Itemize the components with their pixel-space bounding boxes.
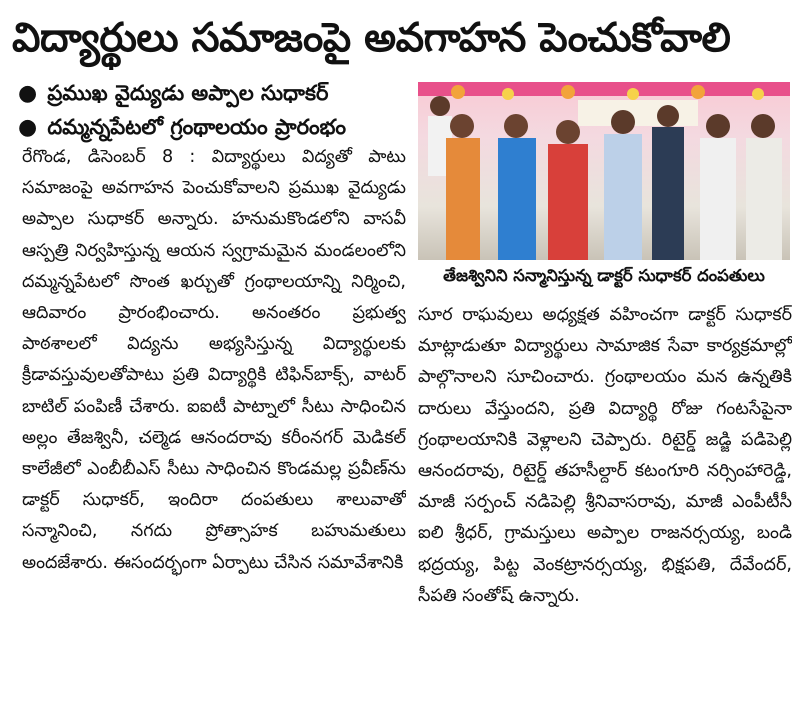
news-photo-illustration: [418, 82, 790, 260]
article-right-column: [418, 300, 792, 700]
subheading-2: [18, 110, 346, 144]
subheading-2-text: దమ్మన్నపేటలో గ్రంథాలయం ప్రారంభం: [47, 115, 347, 139]
article-left-text: రేగొండ, డిసెంబర్ 8 : విద్యార్థులు విద్యతో పాటు సమాజంపై అవగాహన పెంచుకోవాలని ప్రముఖ వైద్యుడు అప్పాల సుధాకర్ అన్నారు. హనుమకొండలోని వాసవీ ఆస్పత్రి నిర్వహిస్తున్న ఆయన స్వగ్రామమైన మండలంలోని దమ్మన్నపేటలో సొంత ఖర్చుతో గ్రంథాలయాన్ని నిర్మించి, ఆదివారం ప్రారంభించారు. అనంతరం ప్రభుత్వ పాఠశాలలో విద్యను అభ్యసిస్తున్న విద్యార్థులకు క్రీడావస్తువులతోపాటు ప్రతి విద్యార్థికి టిఫిన్‌బాక్స్, వాటర్ బాటిల్ పంపిణీ చేశారు. ఐఐటీ పాట్నాలో సీటు సాధించిన అల్లం తేజశ్వినీ, చల్మెడ ఆనందరావు కరీంనగర్ మెడికల్ కాలేజీలో ఎంబీబీఎస్ సీటు సాధించిన కొండమల్ల ప్రవీణ్‌ను డాక్టర్ సుధాకర్, ఇందిరా దంపతులు శాలువాతో సన్మానించి, నగదు ప్రోత్సాహక బహుమతులు అందజేశారు. ఈసందర్భంగా ఏర్పాటు చేసిన సమావేశానికి: [22, 147, 406, 573]
article-left-column: [22, 142, 406, 700]
bullet-icon: ●: [18, 115, 38, 140]
subheading-1-text: ప్రముఖ వైద్యుడు అప్పాల సుధాకర్: [47, 81, 329, 105]
headline: విద్యార్థులు సమాజంపై అవగాహన పెంచుకోవాలి: [12, 15, 731, 61]
article-right-text: సూర రాఘవులు అధ్యక్షత వహించగా డాక్టర్ సుధాకర్ మాట్లాడుతూ విద్యార్థులు సామాజిక సేవా కార్యక్రమాల్లో పాల్గొనాలని సూచించారు. గ్రంథాలయం మన ఉన్నతికి దారులు వేస్తుందని, ప్రతి విద్యార్థి రోజు గంటసేపైనా గ్రంథాలయానికి వెళ్లాలని చెప్పారు. రిటైర్డ్ జడ్జి పడిపెల్లి ఆనందరావు, రిటైర్డ్ తహసీల్దార్ కటంగూరి నర్సింహారెడ్డి, మాజీ సర్పంచ్ నడిపెల్లి శ్రీనివాసరావు, మాజీ ఎంపీటీసీ ఐలి శ్రీధర్, గ్రామస్తులు అప్పాల రాజనర్సయ్య, బండి భద్రయ్య, పిట్ట వెంకట్రానర్సయ్య, భిక్షపతి, దేవేందర్, సీపతి సంతోష్ ఉన్నారు.: [418, 305, 792, 606]
subheading-1: [18, 76, 328, 110]
photo-caption: తేజశ్వినిని సన్మానిస్తున్న డాక్టర్ సుధాకర్ దంపతులు: [443, 266, 765, 285]
news-photo: [418, 82, 790, 260]
bullet-icon: ●: [18, 81, 38, 106]
